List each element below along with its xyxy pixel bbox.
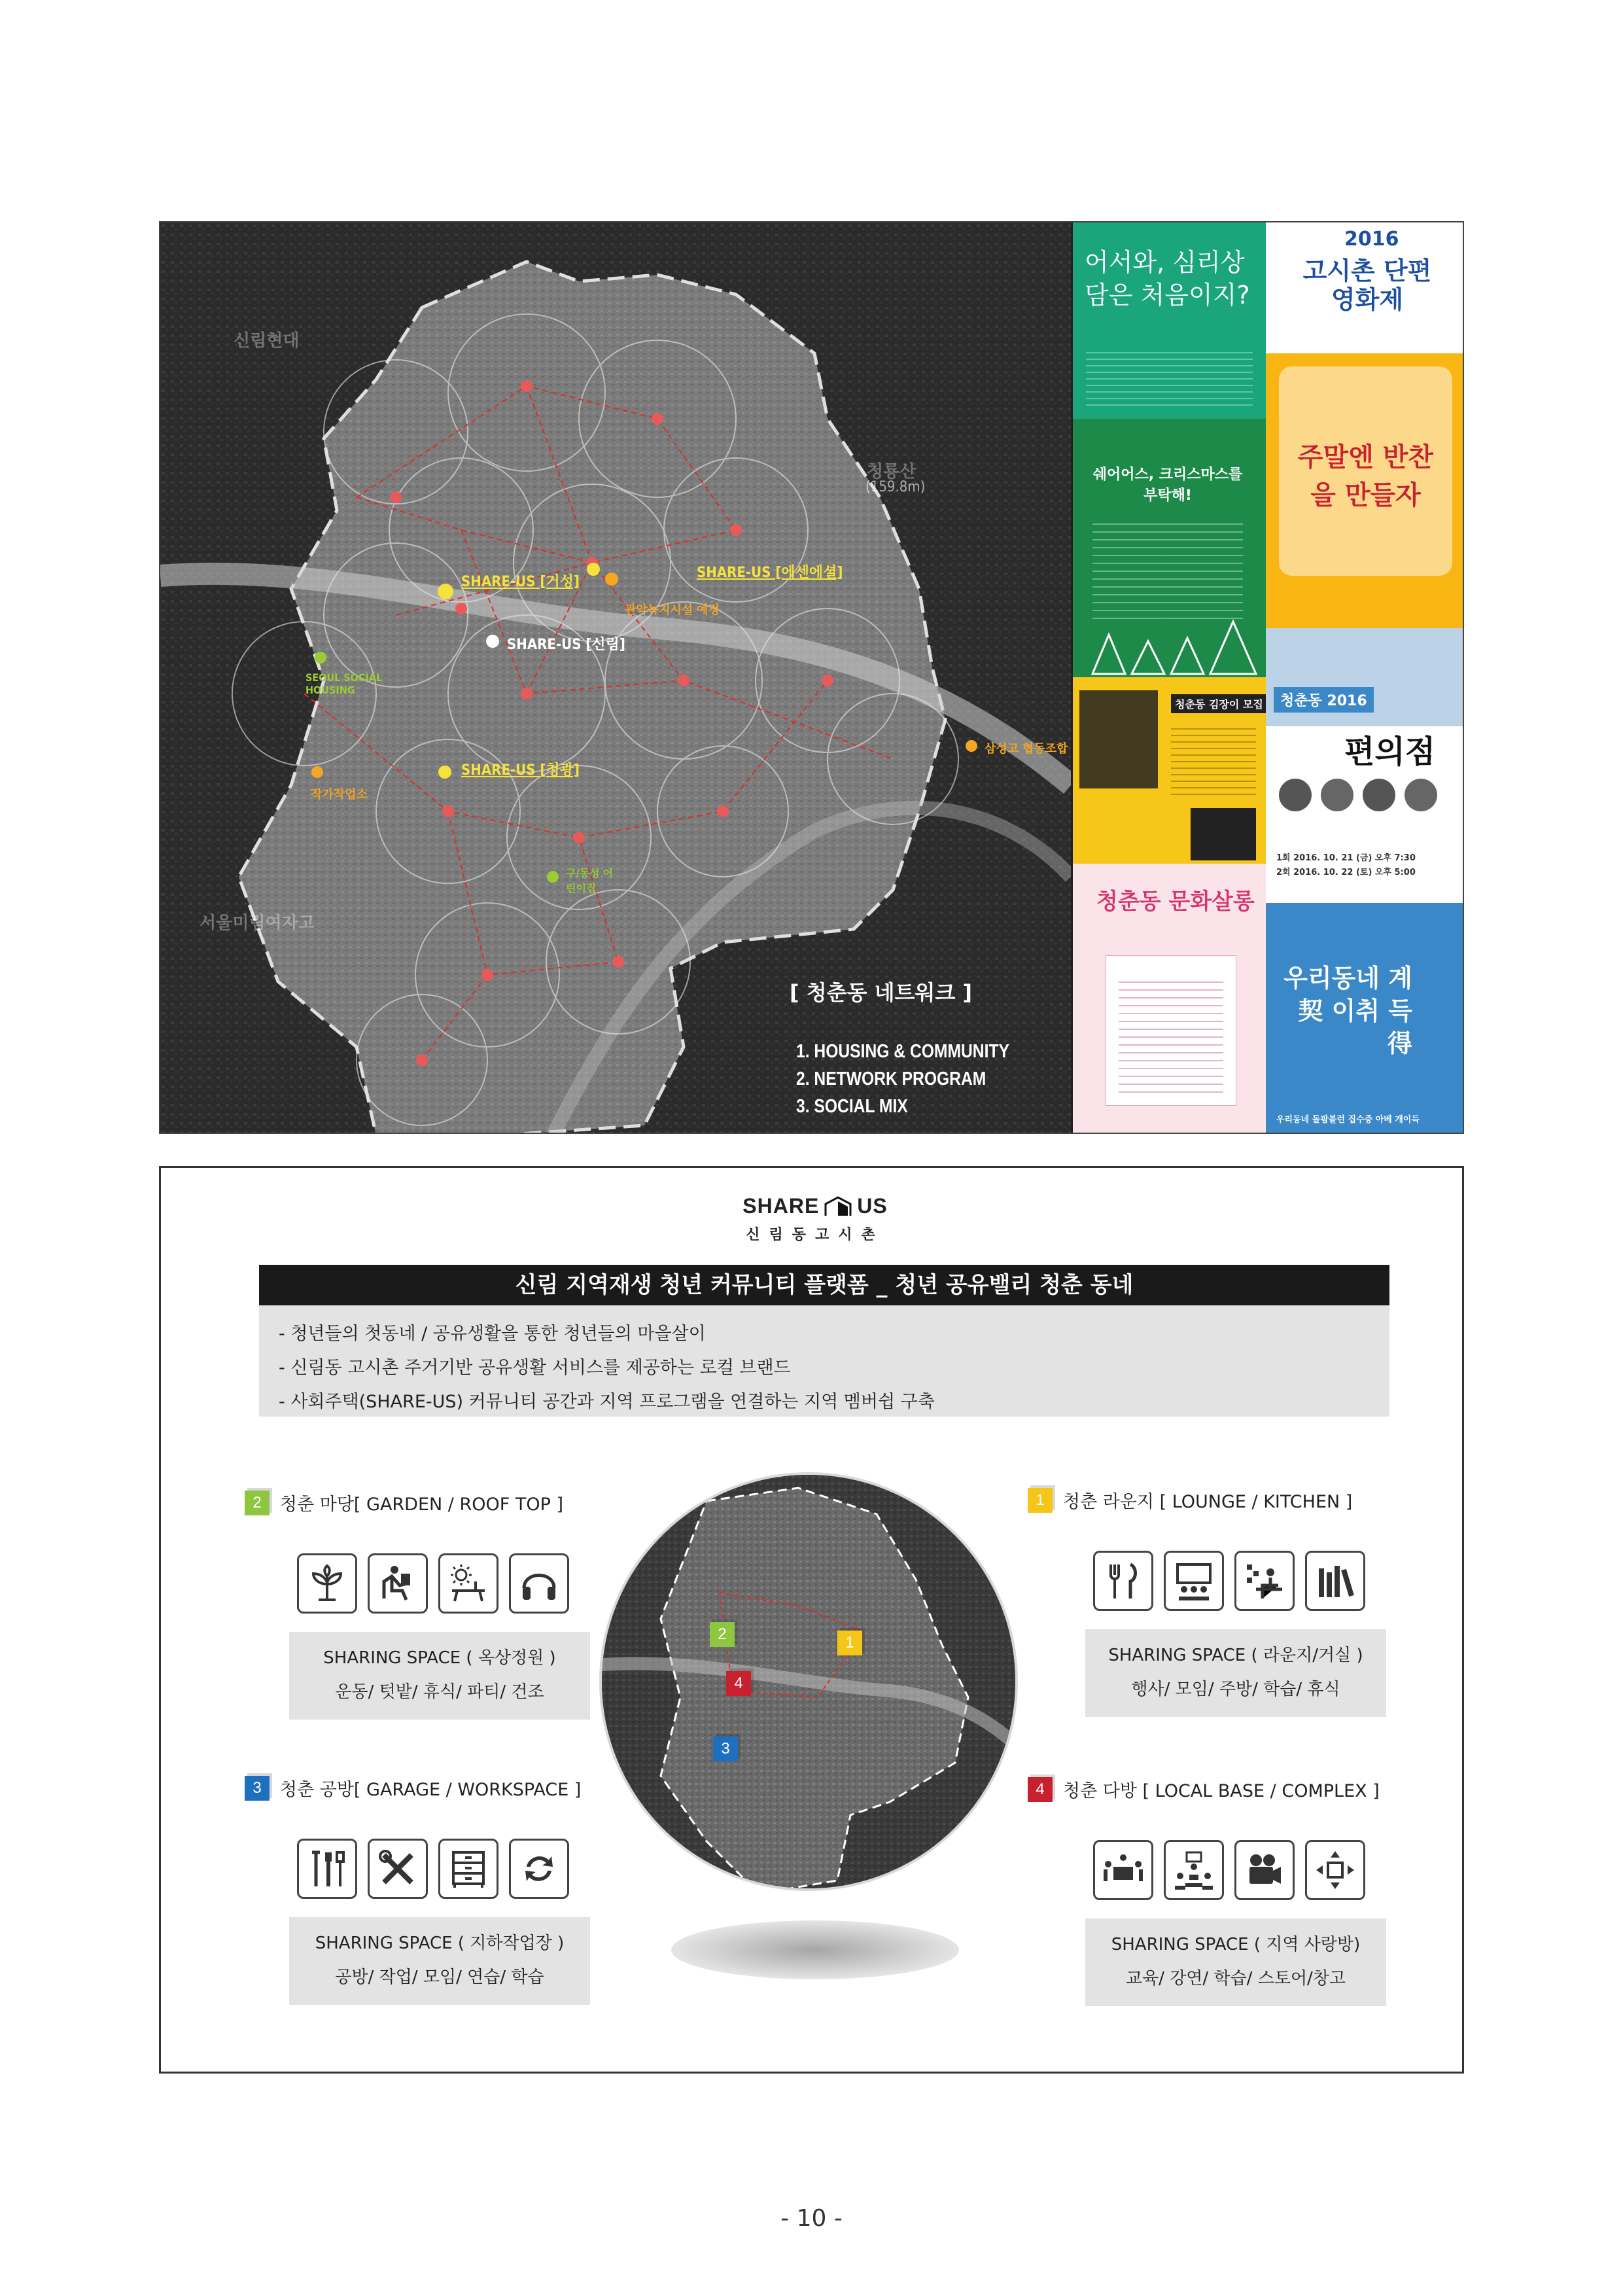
network-item: 2. NETWORK PROGRAM [796, 1069, 986, 1089]
poster-title: 우리동네 계契 이취 득得 [1283, 964, 1412, 1058]
sharing-space-box [1085, 1918, 1386, 2006]
section-header [1028, 1487, 1386, 1513]
section-title: 청춘 다방 [ LOCAL BASE / COMPLEX ] [1063, 1781, 1380, 1801]
poster-footer: 우리동네 돌팜볼런 집수증 아베 개이득 [1276, 1115, 1420, 1125]
bg-map-text: 청룡산 [867, 462, 916, 482]
sharing-space-uses: 교육/ 강연/ 학습/ 스토어/창고 [1125, 1969, 1346, 1988]
section-header [245, 1490, 590, 1515]
poster-title: 고시촌 단편영화제 [1302, 256, 1432, 314]
tools-icon [297, 1839, 357, 1899]
poster-title: 어서와, 심리상담은 처음이지? [1085, 248, 1250, 309]
place-label: 작가작업소 [311, 788, 368, 802]
section-header [245, 1775, 590, 1801]
sharing-space-uses: 공방/ 작업/ 모임/ 연습/ 학습 [335, 1968, 544, 1987]
poster-title: 쉐어어스, 크리스마스를 부탁해! [1092, 467, 1243, 504]
place-label: SEOUL SOCIAL HOUSING [305, 671, 383, 696]
section-number: 3 [245, 1776, 270, 1801]
share-us-frame [159, 1166, 1464, 2074]
poster-neighborhood-gye [1266, 903, 1464, 1134]
brand-name-right: US [857, 1194, 888, 1218]
poster-title: 청춘동 문화살롱 [1096, 889, 1255, 915]
share-us-sillim-label: SHARE-US [신림] [507, 637, 625, 653]
marker-garden: 2 [710, 1622, 735, 1647]
section-title: 청춘 공방[ GARAGE / WORKSPACE ] [280, 1780, 582, 1800]
move-arrows-icon [1305, 1840, 1365, 1900]
poster-film-festival [1266, 222, 1464, 353]
poster-title: 청춘동 김장이 모집 [1171, 694, 1266, 713]
sharing-space-name: SHARING SPACE ( 라운지/거실 ) [1108, 1646, 1363, 1665]
section-workspace [245, 1775, 590, 2005]
presentation-audience-icon [1164, 1551, 1224, 1611]
poster-date: 1회 2016. 10. 21 (금) 오후 7:30 [1276, 853, 1416, 863]
icon-row [1093, 1551, 1386, 1611]
utensils-icon [1093, 1551, 1153, 1611]
bg-map-text: 서울미림여자고 [200, 913, 315, 933]
poster-counseling [1073, 222, 1266, 419]
sharing-space-box [289, 1917, 590, 2005]
bullet-item: - 신림동 고시촌 주거기반 공유생활 서비스를 제공하는 로컬 브랜드 [279, 1358, 791, 1378]
brand-name-left: SHARE [742, 1194, 820, 1218]
network-list [796, 1038, 1009, 1120]
section-number: 4 [1028, 1777, 1053, 1802]
sun-table-icon [438, 1553, 498, 1614]
section-title: 청춘 마당[ GARDEN / ROOF TOP ] [280, 1494, 564, 1515]
sharing-space-name: SHARING SPACE ( 지역 사랑방) [1111, 1935, 1361, 1954]
wrench-screwdriver-icon [368, 1839, 428, 1899]
share-us-cheonggwang-label: SHARE-US [청광] [461, 762, 580, 779]
icon-row [1093, 1840, 1386, 1900]
bullet-item: - 청년들의 첫동네 / 공유생활을 통한 청년들의 마을살이 [279, 1324, 706, 1344]
network-map-figure [159, 221, 1464, 1134]
section-number: 1 [1028, 1488, 1053, 1513]
marker-lounge: 1 [837, 1631, 862, 1655]
network-title: [ 청춘동 네트워크 ] [790, 980, 973, 1005]
sharing-space-uses: 행사/ 모임/ 주방/ 학습/ 휴식 [1131, 1680, 1340, 1699]
place-label: 삼성고 협동조합 [985, 742, 1068, 756]
poster-title: 편의점 [1344, 733, 1436, 770]
share-us-essential-label: SHARE-US [에센에셜] [697, 565, 843, 581]
place-label: 구/동성 어린이집 [566, 867, 614, 894]
place-label: 관악녹지시설 예정 [625, 603, 720, 617]
poster-convenience-store [1266, 628, 1464, 903]
sharing-space-box [289, 1632, 590, 1720]
page-number: - 10 - [780, 2205, 843, 2232]
poster-year: 2016 [1344, 228, 1399, 251]
section-number: 2 [245, 1491, 270, 1515]
tree-icon [1079, 615, 1263, 677]
map-shadow [671, 1920, 959, 1979]
lecture-icon [1164, 1840, 1224, 1900]
icon-row [297, 1553, 590, 1614]
sharing-space-name: SHARING SPACE ( 지하작업장 ) [315, 1934, 565, 1953]
drawer-cabinet-icon [438, 1839, 498, 1899]
platform-banner: 신림 지역재생 청년 커뮤니티 플랫폼 _ 청년 공유밸리 청춘 동네 [259, 1265, 1389, 1305]
poster-side-dish [1266, 353, 1464, 628]
section-lounge [1028, 1487, 1386, 1717]
poster-kimjang [1073, 677, 1266, 864]
brand-name [730, 1194, 900, 1218]
section-garden [245, 1490, 590, 1720]
poster-christmas [1073, 419, 1266, 677]
section-complex [1028, 1776, 1386, 2006]
poster-date: 2회 2016. 10. 22 (토) 오후 5:00 [1276, 868, 1416, 877]
bullet-item: - 사회주택(SHARE-US) 커뮤니티 공간과 지역 프로그램을 연결하는 지역 멤버쉽 구축 [279, 1392, 935, 1412]
section-title: 청춘 라운지 [ LOUNGE / KITCHEN ] [1063, 1492, 1353, 1512]
refresh-icon [509, 1839, 569, 1899]
headphones-icon [509, 1553, 569, 1614]
bg-map-text: 신림현대 [234, 331, 300, 351]
poster-culture-salon [1073, 864, 1266, 1134]
circular-map [599, 1472, 1018, 1891]
bookshelf-icon [1305, 1551, 1365, 1611]
network-item: 3. SOCIAL MIX [796, 1096, 908, 1117]
poster-sub: 청춘동 2016 [1274, 687, 1374, 713]
bullet-list [259, 1305, 1389, 1417]
section-header [1028, 1776, 1386, 1802]
brand-logo [730, 1194, 900, 1244]
poster-title: 주말엔 반찬을 만들자 [1297, 442, 1434, 510]
meeting-icon [1093, 1840, 1153, 1900]
network-item: 1. HOUSING & COMMUNITY [796, 1041, 1009, 1062]
reading-person-icon [368, 1553, 428, 1614]
sharing-space-name: SHARING SPACE ( 옥상정원 ) [323, 1648, 556, 1668]
share-us-geoseong-label: SHARE-US [거성] [461, 574, 580, 590]
plant-icon [297, 1553, 357, 1614]
elevation-label: (159.8m) [865, 479, 926, 495]
sharing-space-box [1085, 1629, 1386, 1717]
video-camera-icon [1234, 1840, 1295, 1900]
circular-map-graphics [602, 1475, 1018, 1891]
brand-subtitle: 신림동고시촌 [746, 1227, 884, 1243]
house-icon [823, 1196, 853, 1217]
study-desk-icon [1234, 1551, 1295, 1611]
marker-workspace: 3 [713, 1737, 738, 1761]
sharing-space-uses: 운동/ 텃밭/ 휴식/ 파티/ 건조 [335, 1682, 544, 1702]
marker-complex: 4 [726, 1671, 751, 1696]
icon-row [297, 1839, 590, 1899]
aerial-map [160, 222, 1071, 1134]
